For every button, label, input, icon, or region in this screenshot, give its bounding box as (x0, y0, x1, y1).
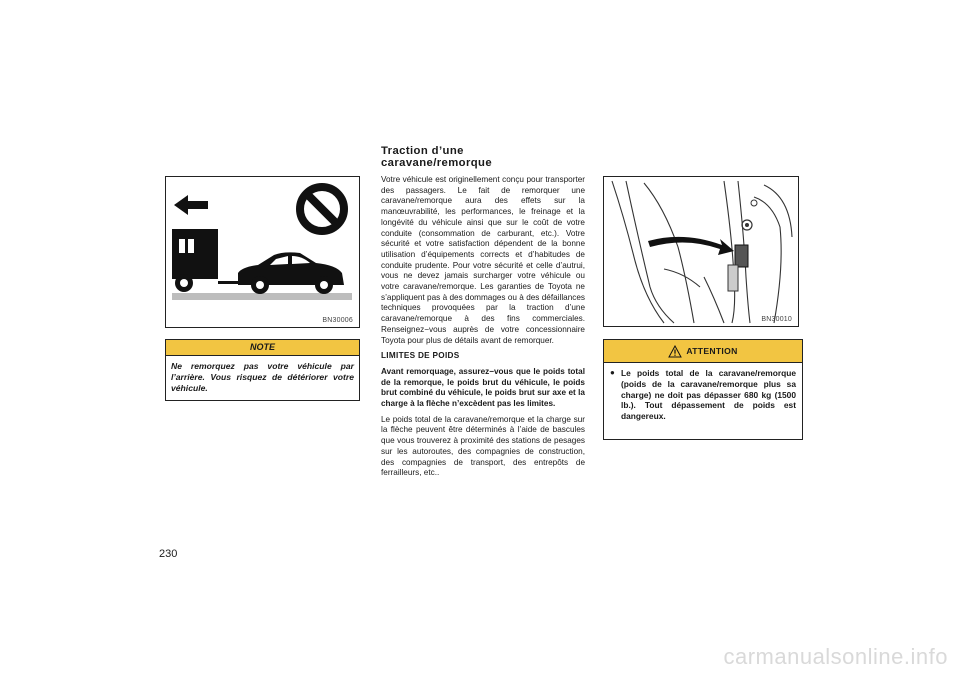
attention-title: ATTENTION (686, 346, 738, 356)
door-pillar-drawing (604, 177, 798, 326)
bullet-icon: ● (610, 368, 615, 377)
section-body (381, 175, 585, 484)
trailer-icon (172, 229, 218, 279)
attention-item (604, 363, 802, 422)
figure-code: BN30006 (322, 317, 353, 324)
door-label-illustration (603, 176, 799, 327)
section-title-line1: Traction d’une (381, 145, 464, 157)
attention-text: Le poids total de la caravane/remorque (poids de la caravane/remorque plus sa charge) ne doit pas dépasser 680 kg (1500 lb.). Tout dépassement de poids est dangereux. (621, 368, 796, 422)
section-title (381, 145, 561, 169)
note-text: Ne remorquez pas votre véhicule par l’arrière. Vous risquez de détériorer votre véhicule. (171, 361, 354, 393)
page-number: 230 (159, 548, 178, 560)
intro-paragraph: Votre véhicule est originellement conçu pour transporter des passagers. Le fait de remorquer une caravane/remorque aura des effets sur la manœuvrabilité, les performances, le freinage et la longévité du véhicule ainsi que sur le coût de votre conduite (consommation de carburant, etc.). Votre sécurité et votre satisfaction dépendent de la bonne utilisation d’équipements corrects et d’habitudes de conduite prudente. Pour votre sécurité et celle d’autrui, vous ne devez jamais surcharger votre véhicule ou votre caravane/remorque. Les garanties de Toyota ne s’appliquent pas à des dommages ou à des défaillances techniques provoquées par la traction d’une caravane/remorque à des fins commerciales. Renseignez−vous auprès de votre concessionnaire Toyota pour plus de détails avant de remorquer. (381, 175, 585, 345)
weight-limits-warning: Avant remorquage, assurez−vous que le poids total de la remorque, le poids brut du véhicule, le poids brut combiné du véhicule, le poids brut sur axe et la charge à la flèche n’excèdent pas les limites. (381, 366, 585, 409)
note-box (165, 339, 360, 401)
note-title: NOTE (166, 340, 359, 356)
warning-triangle-icon (668, 345, 682, 358)
weight-limits-heading: LIMITES DE POIDS (381, 351, 460, 361)
watermark: carmanualsonline.info (723, 644, 948, 669)
trailer-car-no-tow-drawing (166, 177, 359, 327)
attention-header (604, 340, 802, 363)
weight-label-sticker (735, 245, 748, 267)
section-title-line2: caravane/remorque (381, 157, 493, 169)
figure-code: BN30010 (761, 316, 792, 323)
attention-box (603, 339, 803, 440)
towing-illustration (165, 176, 360, 328)
weighing-paragraph: Le poids total de la caravane/remorque et la charge sur la flèche peuvent être déterminés à l’aide de bascules que vous trouverez à proximité des stations de pesages sur les autoroutes, des compagnies de construction, des compagnies de transport, des entrepôts de ferrailleurs, etc.. (381, 414, 585, 478)
